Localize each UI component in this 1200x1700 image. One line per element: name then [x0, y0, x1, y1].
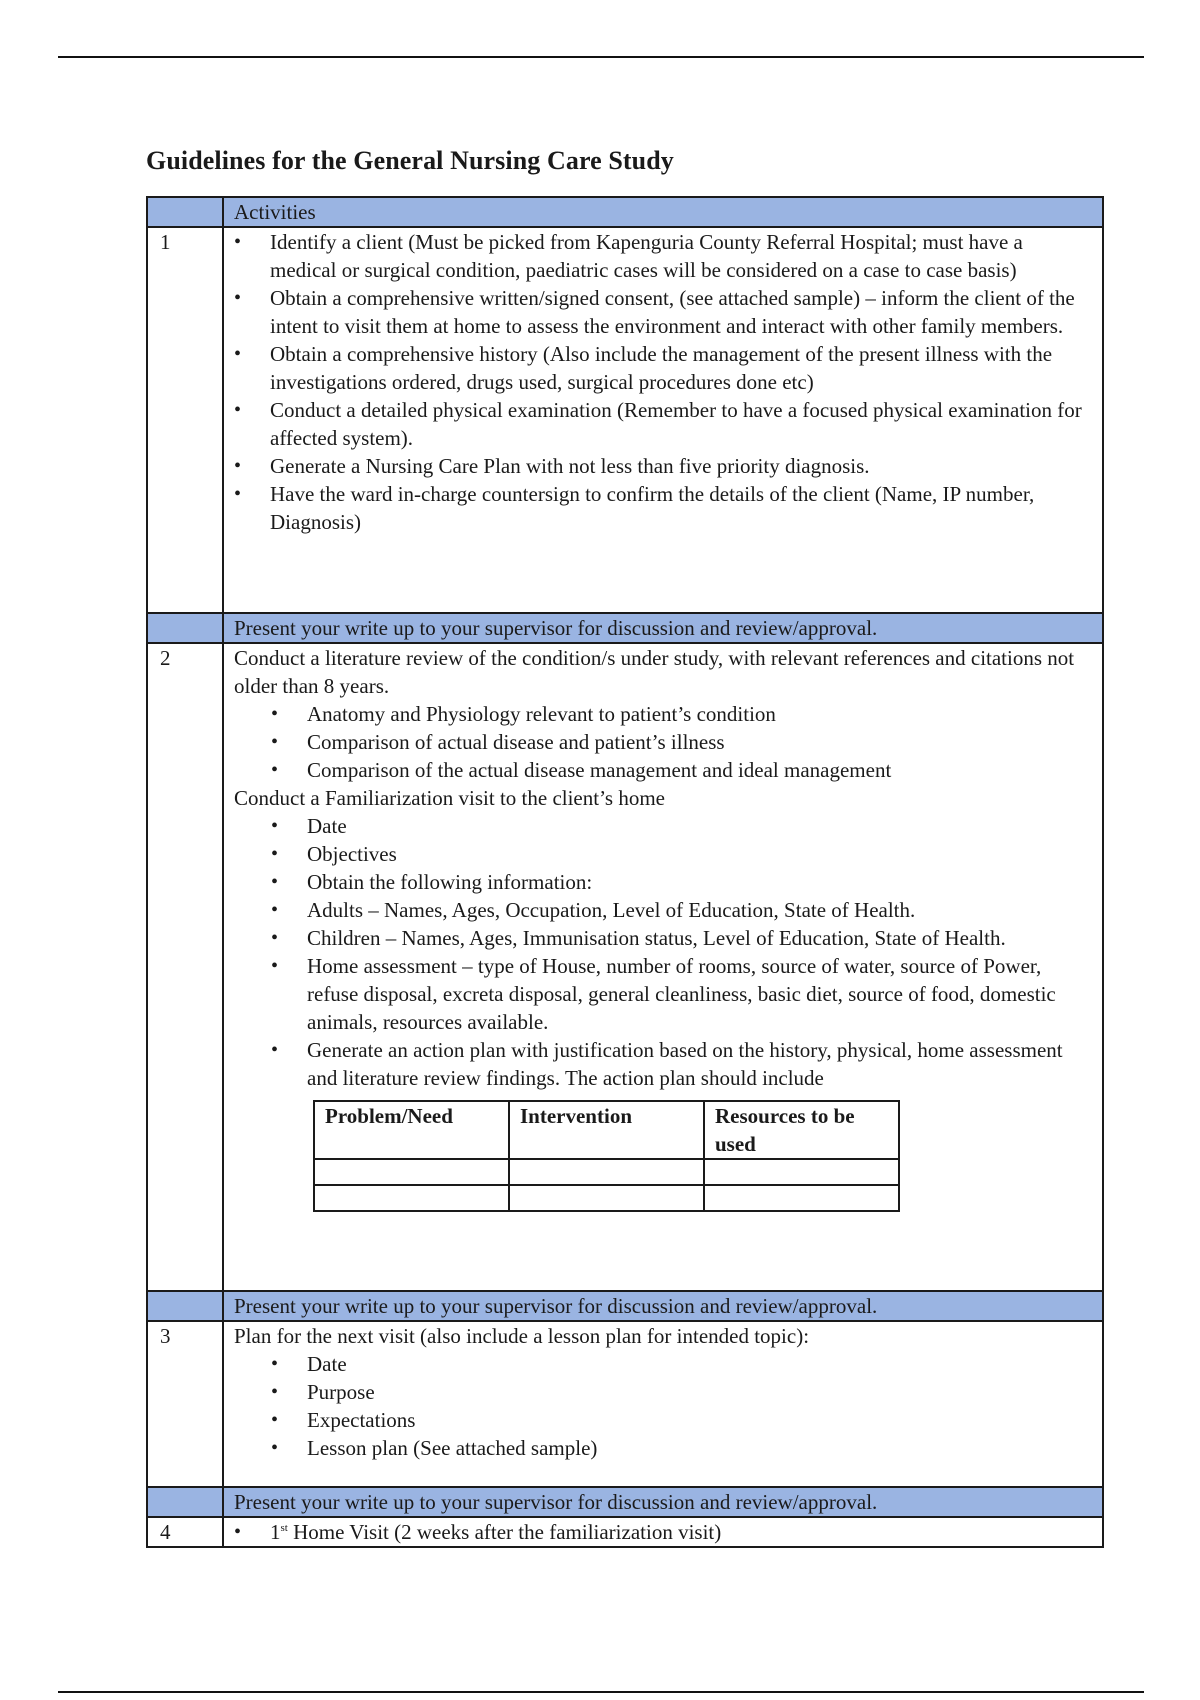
row-number: 4: [147, 1517, 223, 1547]
review-empty-cell: [147, 1487, 223, 1517]
table-row: [147, 1321, 1103, 1487]
visit-list: [234, 812, 1092, 1092]
home-visit-list: [234, 1518, 1092, 1546]
row-number: 2: [147, 643, 223, 1291]
empty-cell: [314, 1185, 509, 1211]
review-empty-cell: [147, 613, 223, 643]
list-item: • Obtain a comprehensive history (Also include the management of the present illness with the investigations ordered, drugs used, surgical procedures done etc): [270, 340, 1092, 396]
activities-table: [146, 196, 1104, 1548]
activity-cell: [223, 643, 1103, 1291]
list-item: • Adults – Names, Ages, Occupation, Level of Education, State of Health.: [307, 896, 1092, 924]
literature-list: [234, 700, 1092, 784]
action-plan-header-row: [314, 1101, 899, 1159]
visit-ordinal-suffix: st: [280, 1522, 288, 1534]
footer-rule: [58, 1691, 1144, 1693]
row-number: 3: [147, 1321, 223, 1487]
review-row: [147, 1487, 1103, 1517]
review-text: Present your write up to your supervisor for discussion and review/approval.: [223, 1291, 1103, 1321]
resources-header: Resources to be used: [704, 1101, 899, 1159]
list-item: • Home assessment – type of House, number of rooms, source of water, source of Power, refuse disposal, excreta disposal, general cleanliness, basic diet, source of food, domestic animals, resources available.: [307, 952, 1092, 1036]
list-item: • Children – Names, Ages, Immunisation status, Level of Education, State of Health.: [307, 924, 1092, 952]
list-item: • Generate a Nursing Care Plan with not less than five priority diagnosis.: [270, 452, 1092, 480]
empty-cell: [509, 1185, 704, 1211]
next-visit-intro: Plan for the next visit (also include a lesson plan for intended topic):: [234, 1324, 810, 1348]
list-item: • Generate an action plan with justification based on the history, physical, home assessment and literature review findings. The action plan should include: [307, 1036, 1092, 1092]
list-item: • Lesson plan (See attached sample): [307, 1434, 1092, 1462]
empty-cell: [704, 1185, 899, 1211]
visit-text: Home Visit (2 weeks after the familiarization visit): [287, 1520, 722, 1544]
header-empty-cell: [147, 197, 223, 227]
activity-cell: [223, 1517, 1103, 1547]
table-row: [147, 227, 1103, 613]
table-row: [147, 643, 1103, 1291]
review-row: [147, 1291, 1103, 1321]
header-rule: [58, 56, 1144, 58]
list-item: • Comparison of actual disease and patient’s illness: [307, 728, 1092, 756]
list-item: • Obtain a comprehensive written/signed consent, (see attached sample) – inform the client of the intent to visit them at home to assess the environment and interact with other family members.: [270, 284, 1092, 340]
list-item: • Anatomy and Physiology relevant to patient’s condition: [307, 700, 1092, 728]
visit-ordinal: 1: [270, 1520, 281, 1544]
action-plan-table: [313, 1100, 900, 1212]
list-item: • Identify a client (Must be picked from Kapenguria County Referral Hospital; must have a medical or surgical condition, paediatric cases will be considered on a case to case basis): [270, 228, 1092, 284]
list-item: • Conduct a detailed physical examination (Remember to have a focused physical examination for affected system).: [270, 396, 1092, 452]
table-row: [314, 1185, 899, 1211]
table-row: [147, 1517, 1103, 1547]
visit-intro: Conduct a Familiarization visit to the client’s home: [234, 786, 666, 810]
page-title: Guidelines for the General Nursing Care Study: [146, 146, 674, 175]
list-item: • Date: [307, 1350, 1092, 1378]
activity-cell: [223, 1321, 1103, 1487]
next-visit-list: [234, 1350, 1092, 1462]
intervention-header: Intervention: [509, 1101, 704, 1159]
review-empty-cell: [147, 1291, 223, 1321]
table-row: [314, 1159, 899, 1185]
literature-intro: Conduct a literature review of the condition/s under study, with relevant references and citations not older than 8 years.: [234, 646, 1075, 698]
activity-cell: [223, 227, 1103, 613]
list-item: [270, 1518, 1092, 1546]
row-number: 1: [147, 227, 223, 613]
review-text: Present your write up to your supervisor for discussion and review/approval.: [223, 613, 1103, 643]
list-item: • Date: [307, 812, 1092, 840]
activity-list: [234, 228, 1092, 536]
problem-need-header: Problem/Need: [314, 1101, 509, 1159]
list-item: • Obtain the following information:: [307, 868, 1092, 896]
empty-cell: [314, 1159, 509, 1185]
activities-header: Activities: [223, 197, 1103, 227]
activities-header-row: [147, 197, 1103, 227]
list-item: • Expectations: [307, 1406, 1092, 1434]
empty-cell: [509, 1159, 704, 1185]
review-row: [147, 613, 1103, 643]
list-item: • Comparison of the actual disease management and ideal management: [307, 756, 1092, 784]
list-item: • Objectives: [307, 840, 1092, 868]
empty-cell: [704, 1159, 899, 1185]
review-text: Present your write up to your supervisor for discussion and review/approval.: [223, 1487, 1103, 1517]
list-item: • Have the ward in-charge countersign to confirm the details of the client (Name, IP number, Diagnosis): [270, 480, 1092, 536]
list-item: • Purpose: [307, 1378, 1092, 1406]
